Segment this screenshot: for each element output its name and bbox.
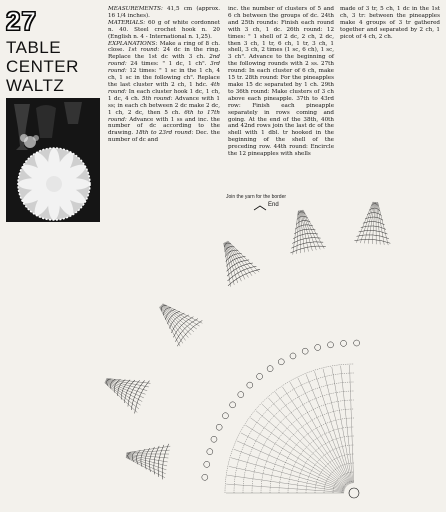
title-line-1: TABLE bbox=[6, 38, 62, 57]
border-join-caption: Join the yarn for the border bbox=[226, 194, 287, 200]
chart-stitch-line bbox=[341, 366, 353, 483]
pineapple-stitch bbox=[356, 201, 373, 244]
chart-stitch-line bbox=[290, 382, 349, 484]
round-18-23-label: 18th to 23rd round: bbox=[135, 130, 194, 137]
picot-loop bbox=[230, 402, 236, 408]
pineapple-motif bbox=[283, 207, 326, 255]
measurements-label: MEASUREMENTS: bbox=[108, 6, 163, 12]
pineapple-stitch bbox=[158, 306, 190, 338]
pineapple-stitch bbox=[150, 307, 190, 346]
picot-loop bbox=[354, 340, 360, 346]
picot-loop bbox=[204, 461, 210, 467]
picot-loop bbox=[202, 474, 208, 480]
round-1-text: 24 dc in the ring. Replace the 1st dc with 3 ch. bbox=[108, 47, 221, 61]
chart-stitch-line bbox=[262, 404, 347, 486]
round-4-label: 4th round: bbox=[108, 81, 220, 95]
picot-loop bbox=[290, 353, 296, 359]
chart-stitch-line bbox=[227, 475, 344, 491]
picot-loop bbox=[341, 340, 347, 346]
pineapple-stitch bbox=[162, 300, 197, 334]
round-4-text: In each cluster hook 1 dc, 1 ch, 1 dc, 4 ch. bbox=[108, 88, 220, 102]
doily-photo bbox=[6, 98, 100, 222]
pineapple-stitch bbox=[104, 382, 143, 409]
center-ring bbox=[349, 488, 359, 498]
title-line-3: WALTZ bbox=[6, 76, 65, 95]
picot-loop bbox=[257, 373, 263, 379]
title-line-2: CENTER bbox=[6, 57, 79, 76]
chart-stitch-line bbox=[323, 369, 352, 483]
round-3-label: 3rd round: bbox=[108, 61, 220, 75]
materials-text: 60 g of white cordonnet n. 40. Steel crochet hook n. 20 (English n. 4 - International n. 1,25). bbox=[108, 19, 220, 40]
picot-loop bbox=[207, 449, 213, 455]
round-6-17-label: 6th to 17th round: bbox=[108, 109, 220, 123]
picot-loop bbox=[238, 392, 244, 398]
pineapple-stitch bbox=[104, 383, 143, 413]
pineapple-motif bbox=[123, 437, 170, 479]
round-5-label: 5th round: bbox=[141, 95, 173, 102]
picot-loop bbox=[302, 348, 308, 354]
measurements-text: 41,5 cm (approx. 16 1/4 inches). bbox=[108, 6, 220, 19]
picot-loop bbox=[328, 342, 334, 348]
pineapple-motif bbox=[104, 364, 151, 414]
pineapple-motif bbox=[354, 201, 393, 246]
picot-loop bbox=[247, 382, 253, 388]
round-3-text: 12 times: " 1 sc in the 1 ch, 4 ch, 1 sc in the following ch". Replace the last cluster with 2 ch, 1 hdc. bbox=[108, 68, 220, 88]
pineapple-stitch bbox=[285, 211, 306, 255]
explanations-text: Make a ring of 8 ch. close. bbox=[108, 40, 220, 54]
picot-loop bbox=[216, 424, 222, 430]
instructions-column-2-text: inc. the number of clusters of 5 and 6 ch between the groups of dc. 24th and 25th rounds: Finish each round with 3 ch, 1 dc. 26th round: 12 times: " 1 shell of 2 dc, 2 ch, 2 dc, then 3 ch, 1 tr, 6 ch, 1 tr, 3 ch, 1 shell, 3 ch, 2 times (1 sc, 6 ch), 1 sc, 3 ch". Advance to the beginning of the following rounds with 2 ss. 27th round: In each cluster of 6 ch, make 15 tr. 28th round: For the pineapples make 15 dc separated by 1 ch. 29th to 36th round: Make clusters of 3 ch above each pineapple. 37th to 43rd row: Finish each pineapple separately in rows coming and going. At the end of the 38th, 40th and 42nd rows join the last dc of the shell with 1 dbl. tr hooked in the beginning of the shell of the preceding row. 44th round: Encircle the 12 pineapples with shells bbox=[228, 6, 334, 158]
pineapple-stitch bbox=[162, 297, 199, 334]
pineapple-motif bbox=[149, 293, 204, 348]
pattern-number: 27 bbox=[6, 6, 37, 36]
pineapple-stitch bbox=[302, 208, 320, 251]
chart-stitch-line bbox=[231, 458, 344, 491]
explanations-label: EXPLANATIONS: bbox=[108, 40, 158, 47]
round-6-17-text: Advance with 1 ss and inc. the number of dc according to the drawing. bbox=[108, 116, 220, 137]
picot-loop bbox=[278, 359, 284, 365]
picot-loop bbox=[315, 344, 321, 350]
picot-loop bbox=[222, 413, 228, 419]
round-2-label: 2nd round: bbox=[108, 54, 220, 68]
pineapple-motif bbox=[210, 234, 261, 288]
chart-stitch-line bbox=[234, 449, 345, 489]
pineapple-stitch bbox=[156, 306, 191, 340]
round-18-23-text: Dec. the number of dc and bbox=[108, 130, 220, 144]
chart-stitch-line bbox=[314, 371, 350, 483]
pineapple-stitch bbox=[301, 210, 312, 252]
join-arrow bbox=[254, 206, 266, 210]
chart-stitch-line bbox=[332, 367, 352, 483]
round-2-text: 24 times: " 1 dc, 1 ch". bbox=[126, 61, 211, 68]
picot-loop bbox=[267, 366, 273, 372]
materials-label: MATERIALS: bbox=[108, 19, 146, 26]
pineapple-stitch bbox=[161, 305, 191, 334]
round-5-text: Advance with 1 ss; in each ch between 2 dc make 2 dc, 1 ch, 2 dc, then 5 ch. bbox=[108, 95, 220, 116]
chart-stitch-line bbox=[226, 484, 344, 492]
pineapple-stitch bbox=[153, 307, 190, 344]
pineapple-stitch bbox=[127, 439, 171, 459]
pattern-title bbox=[6, 38, 96, 95]
pineapple-stitch bbox=[107, 366, 151, 396]
crochet-chart-diagram bbox=[104, 198, 446, 512]
chart-stitch-line bbox=[256, 411, 346, 487]
pineapple-stitch bbox=[124, 457, 167, 474]
pineapple-stitch bbox=[228, 235, 259, 279]
pineapple-stitch bbox=[163, 294, 203, 333]
instructions-column-3 bbox=[340, 6, 440, 41]
instructions-column-3-text: made of 3 tr, 5 ch, 1 dc in the 1st ch, 3 tr: between the pineapples make 4 groups of 3 tr gathered together and separated by 2 ch, 1 picot of 4 ch, 2 ch. bbox=[340, 6, 440, 40]
instructions-column-2 bbox=[228, 6, 334, 158]
instructions-column-1 bbox=[108, 6, 220, 144]
end-label: End bbox=[268, 202, 279, 208]
chart-stitch-line bbox=[350, 365, 354, 483]
round-1-label: 1st round: bbox=[128, 47, 160, 54]
chart-stitch-line bbox=[250, 418, 345, 487]
picot-loop bbox=[211, 436, 217, 442]
doily-photo-image bbox=[6, 98, 100, 222]
